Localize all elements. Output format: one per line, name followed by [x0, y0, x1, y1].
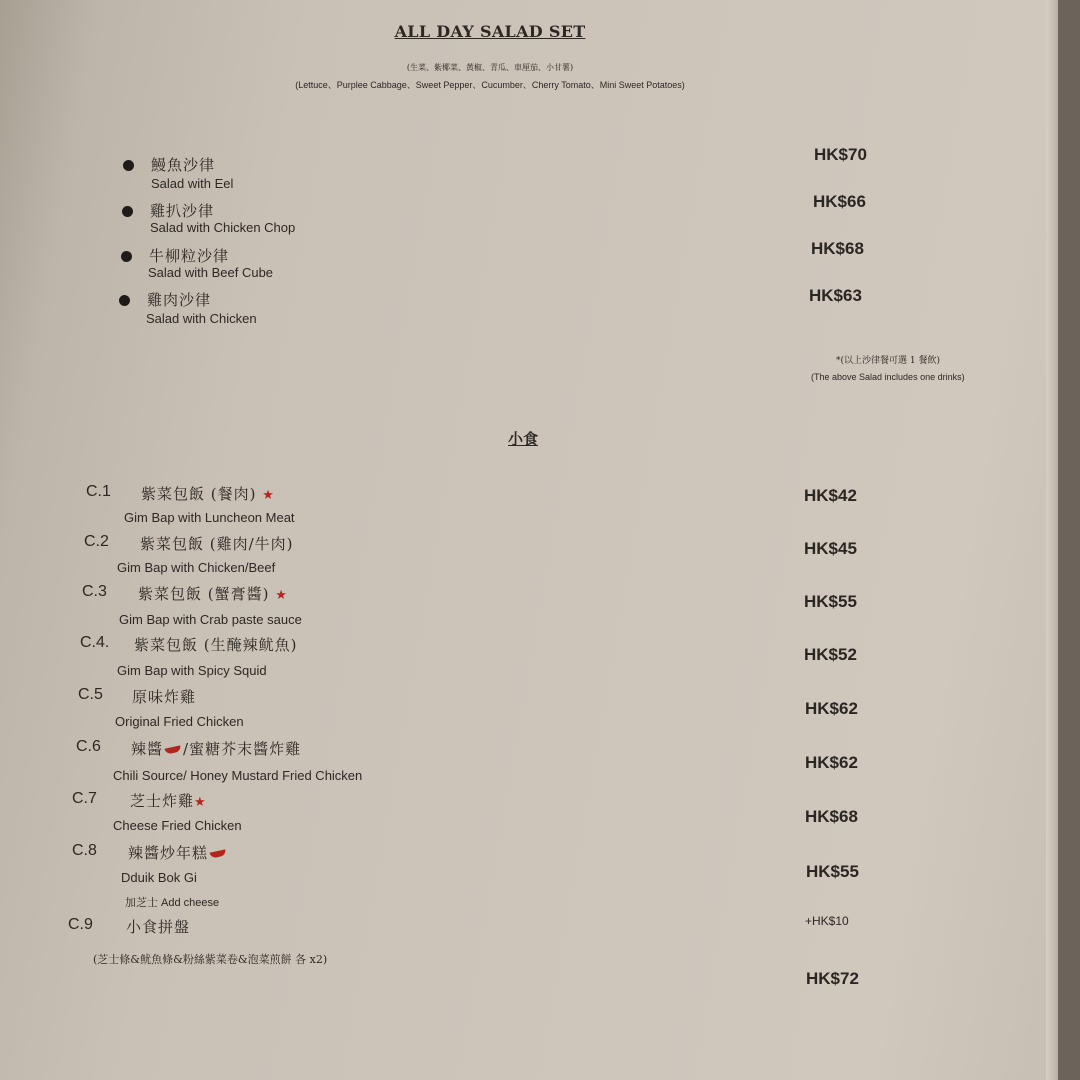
chili-icon — [165, 745, 182, 754]
snack-price: HK$42 — [804, 486, 857, 505]
snack-name-zh: 芝士炸雞★ — [130, 792, 207, 810]
ingredients-en: (Lettuce、Purplee Cabbage、Sweet Pepper、Cucumber、Cherry Tomato、Mini Sweet Potatoes) — [295, 80, 685, 90]
bullet-icon — [122, 206, 133, 217]
snack-code: C.6 — [76, 738, 101, 755]
snack-code: C.9 — [68, 916, 93, 933]
salad-item-name-en: Salad with Eel — [151, 176, 234, 191]
bullet-icon — [119, 295, 130, 306]
snack-name-en: Chili Source/ Honey Mustard Fried Chicken — [113, 768, 363, 783]
snack-code: C.3 — [82, 583, 107, 600]
addon-cheese-price: +HK$10 — [805, 914, 849, 928]
salad-item-name-zh: 雞肉沙律 — [147, 291, 212, 309]
snack-price: HK$55 — [804, 592, 857, 611]
snack-name-zh: 紫菜包飯 (生醃辣鱿魚) — [134, 636, 298, 654]
page-title: ALL DAY SALAD SET — [394, 22, 586, 41]
chili-icon — [210, 849, 227, 858]
snack-price: HK$62 — [805, 753, 858, 772]
snack-code: C.1 — [86, 483, 111, 500]
snack-name-zh: 辣醬炒年糕 — [128, 842, 228, 863]
snack-price: HK$72 — [806, 969, 859, 988]
page-edge — [1046, 0, 1058, 1080]
star-icon: ★ — [194, 795, 207, 810]
snack-price: HK$45 — [804, 539, 857, 558]
salad-drink-note-zh: *(以上沙律餐可選 1 餐飲) — [836, 356, 940, 366]
salad-item-name-en: Salad with Chicken Chop — [150, 220, 296, 235]
snack-name-zh: 原味炸雞 — [132, 688, 197, 706]
salad-drink-note-en: (The above Salad includes one drinks) — [811, 372, 965, 382]
snack-name-zh: 小食拼盤 — [126, 918, 191, 936]
snack-price: HK$52 — [804, 645, 857, 664]
star-icon: ★ — [275, 588, 288, 603]
salad-item-price: HK$70 — [814, 145, 867, 164]
snack-price: HK$68 — [805, 807, 858, 826]
snack-code: C.8 — [72, 842, 97, 859]
snack-name-en: Gim Bap with Luncheon Meat — [124, 510, 295, 525]
star-icon: ★ — [262, 488, 275, 503]
bullet-icon — [123, 160, 134, 171]
snack-price: HK$55 — [806, 862, 859, 881]
snack-name-zh: 紫菜包飯 (雞肉/牛肉) — [140, 535, 294, 553]
salad-item-price: HK$63 — [809, 286, 862, 305]
snack-name-en: Gim Bap with Chicken/Beef — [117, 560, 276, 575]
snack-name-en: Original Fried Chicken — [115, 714, 244, 729]
snack-name-zh: 紫菜包飯 (餐肉) ★ — [141, 485, 275, 503]
salad-item-name-en: Salad with Beef Cube — [148, 265, 274, 280]
snack-platter-contents: (芝士條&鱿魚條&粉絲紫菜卷&泡菜煎餅 各 x2) — [93, 953, 328, 966]
snack-price: HK$62 — [805, 699, 858, 718]
snack-name-en: Cheese Fried Chicken — [113, 818, 242, 833]
salad-item-price: HK$66 — [813, 192, 866, 211]
snack-name-en: Gim Bap with Spicy Squid — [117, 663, 267, 678]
snack-code: C.2 — [84, 533, 109, 550]
snack-name-en: Gim Bap with Crab paste sauce — [119, 612, 302, 627]
snack-name-zh: 辣醬 /蜜糖芥末醬炸雞 — [131, 740, 302, 758]
snack-name-zh: 紫菜包飯 (蟹膏醬) ★ — [138, 585, 288, 603]
section-title-snacks: 小食 — [507, 430, 538, 448]
snack-name-en: Dduik Bok Gi — [121, 870, 197, 885]
salad-item-name-zh: 牛柳粒沙律 — [149, 247, 230, 265]
addon-cheese-label: 加芝士 Add cheese — [125, 897, 220, 909]
salad-item-name-zh: 鰻魚沙律 — [151, 156, 216, 174]
snack-code: C.5 — [78, 686, 103, 703]
salad-item-name-zh: 雞扒沙律 — [150, 202, 215, 220]
ingredients-zh: (生菜、紫椰菜、黃椒、青瓜、車厘茄、小甘薯) — [406, 63, 574, 72]
salad-item-price: HK$68 — [811, 239, 864, 258]
salad-item-name-en: Salad with Chicken — [146, 311, 257, 326]
snack-code: C.7 — [72, 790, 97, 807]
bullet-icon — [121, 251, 132, 262]
snack-code: C.4. — [80, 634, 110, 651]
